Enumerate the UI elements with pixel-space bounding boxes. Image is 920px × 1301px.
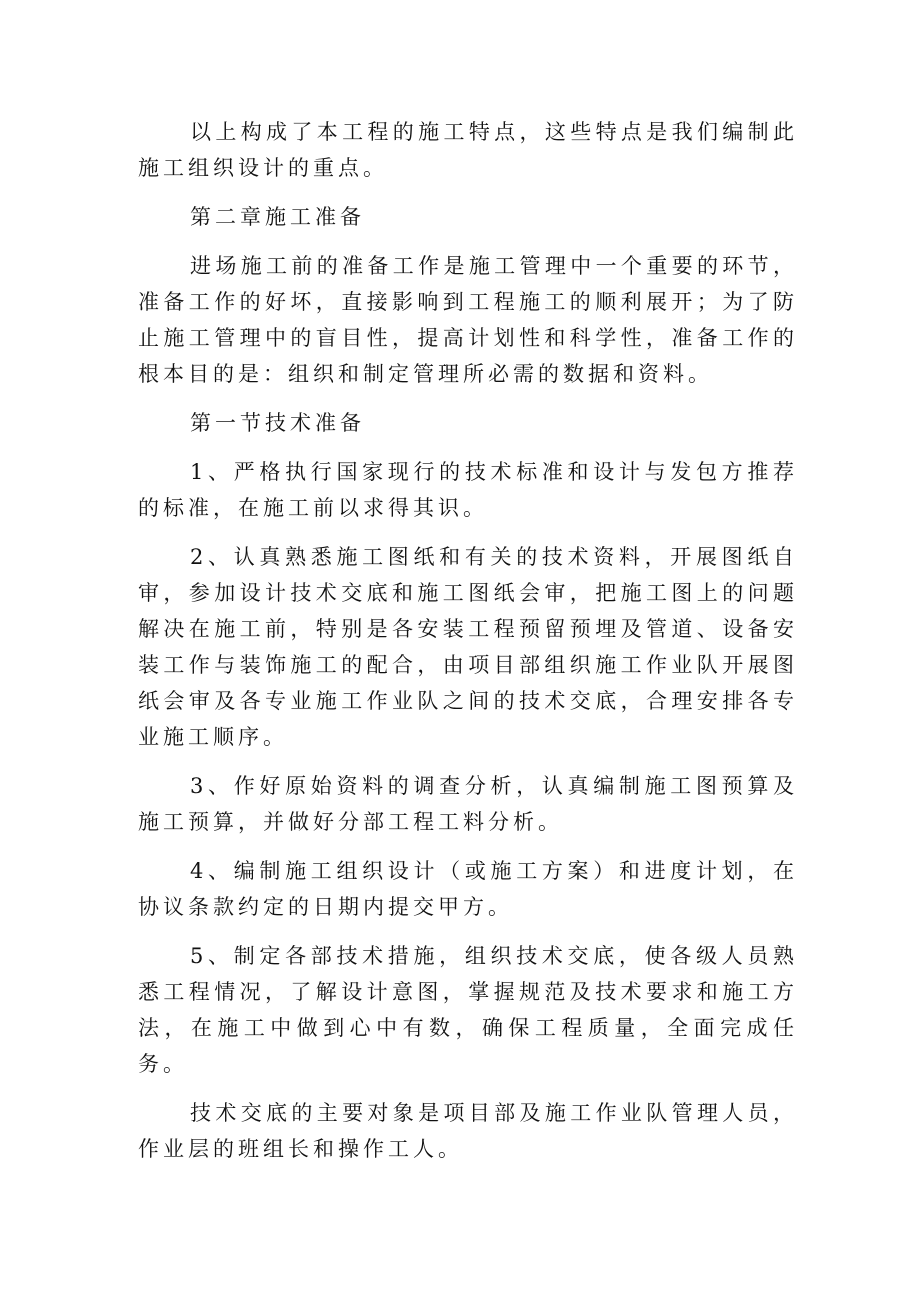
list-item-4-construction-plan: 4、编制施工组织设计（或施工方案）和进度计划，在协议条款约定的日期内提交甲方。	[138, 859, 798, 919]
list-item-5-technical-measures: 5、制定各部技术措施，组织技术交底，使各级人员熟悉工程情况，了解设计意图，掌握规范及技术要求和施工方法，在施工中做到心中有数，确保工程质量，全面完成任务。	[138, 944, 798, 1076]
section-heading-technical-preparation: 第一节技术准备	[190, 411, 365, 435]
document-body	[138, 114, 798, 1180]
paragraph-preparation-intro: 进场施工前的准备工作是施工管理中一个重要的环节，准备工作的好坏，直接影响到工程施工的顺利展开；为了防止施工管理中的盲目性，提高计划性和科学性，准备工作的根本目的是：组织和制定管理所必需的数据和资料。	[138, 254, 798, 386]
paragraph-construction-features-summary: 以上构成了本工程的施工特点，这些特点是我们编制此施工组织设计的重点。	[138, 120, 798, 180]
paragraph-briefing-targets: 技术交底的主要对象是项目部及施工作业队管理人员，作业层的班组长和操作工人。	[138, 1101, 798, 1161]
list-item-2-drawing-review: 2、认真熟悉施工图纸和有关的技术资料，开展图纸自审，参加设计技术交底和施工图纸会审，把施工图上的问题解决在施工前，特别是各安装工程预留预埋及管道、设备安装工作与装饰施工的配合，由项目部组织施工作业队开展图纸会审及各专业施工作业队之间的技术交底，合理安排各专业施工顺序。	[138, 545, 798, 749]
list-item-3-data-analysis: 3、作好原始资料的调查分析，认真编制施工图预算及施工预算，并做好分部工程工料分析。	[138, 774, 798, 834]
list-item-1-technical-standards: 1、严格执行国家现行的技术标准和设计与发包方推荐的标准，在施工前以求得其识。	[138, 460, 798, 520]
chapter-heading-construction-preparation: 第二章施工准备	[190, 205, 365, 229]
